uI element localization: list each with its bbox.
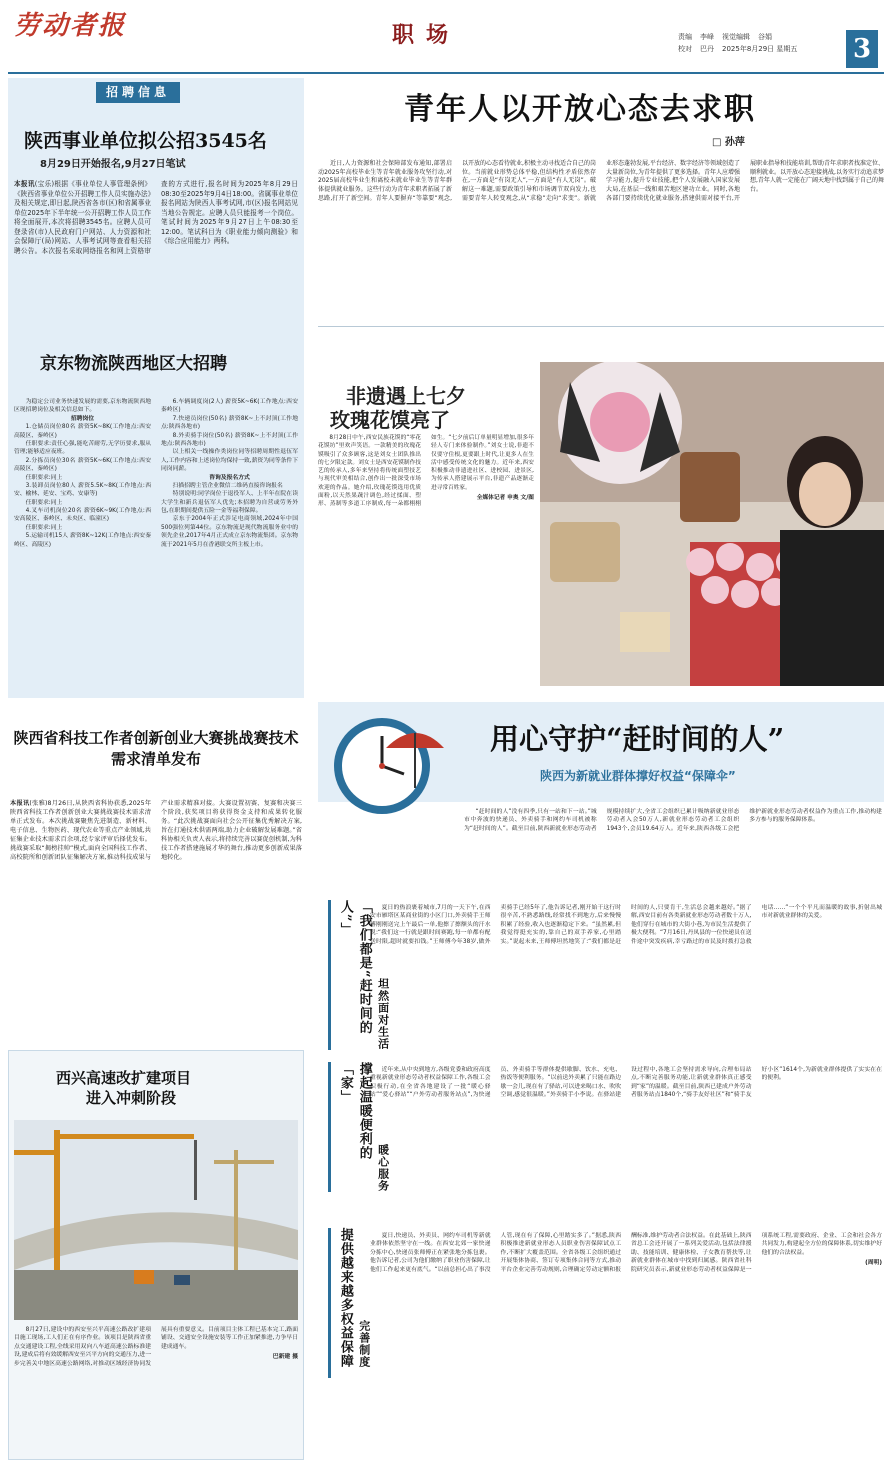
jd-item: 扫描招聘主管企业微信二维码直接咨询报名 <box>172 482 283 489</box>
recruit-headline: 陕西事业单位拟公招3545名 <box>24 130 267 152</box>
care-intro: “赶时间的人”没有四季,只有一站和下一站。”城市中奔波的快递员、外卖骑手和网约车司机被称为“赶时间的人”。截至目前,陕西新就业形态劳动者规模持续扩大,全省工会组织已累计吸纳新就业形态劳动者入会50万人,新就业形态劳动者工会组织1943个,会员19.64万人。近年来,陕西各级工会把维护新就业形态劳动者权益作为重点工作,推动构建多方参与的服务保障体系。 <box>464 809 882 832</box>
section-title: 职场 <box>392 22 461 48</box>
care-section-1-body: 夏日的热浪裹着城市,7月的一天下午,在西安市雁塔区某商业街的小区门口,外卖骑手王师傅刚刚送完上午最后一单,他擦了擦额头的汗水说:“我们这一行就是跟时间赛跑,每一单都有配送时限,超时就要扣钱。”王师傅今年38岁,做外卖骑手已经5年了,他告诉记者,刚开始干这行时很辛苦,不熟悉路线,经常找不到地方,后来慢慢积累了经验,收入也逐渐稳定下来。“虽然累,但我觉得挺充实的,靠自己的双手养家,心里踏实。”说起未来,王师傅坦然地笑了:“我们都是赶时间的人,只要肯干,生活总会越来越好。”据了解,西安目前有各类新就业形态劳动者数十万人,他们穿行在城市的大街小巷,为市民生活提供了极大便利。“7月16日,丹凤县的一位快递员在送件途中突发疾病,幸亏路过的市民及时拨打急救电话……”一个个平凡而温暖的故事,折射出城市对新就业群体的关爱。 <box>370 905 882 945</box>
care-section-3-text: 夏日,快递员、外卖员、网约车司机等新就业群体依然坚守在一线。在西安北郊一家快递分拣中心,快递员张师傅正在紧张地分拣包裹。他告诉记者,公司为他们缴纳了职业伤害保障,让他们工作起来更有底气。“以前总担心出了事没人管,现在有了保障,心里踏实多了。”据悉,陕西积极推进新就业形态人员职业伤害保障试点工作,不断扩大覆盖范围。全省各级工会组织通过开展集体协商、签订专项集体合同等方式,推动平台企业完善劳动规则,合理确定劳动定额和报酬标准,维护劳动者合法权益。在此基础上,陕西省总工会还开展了一系列关爱活动,包括法律援助、技能培训、健康体检、子女教育帮扶等,让新就业群体在城市中找到归属感。陕西省社科院研究员表示,新就业形态劳动者权益保障是一项系统工程,需要政府、企业、工会和社会各方共同发力,构建起全方位的保障体系,切实维护好他们的合法权益。 <box>370 1233 882 1273</box>
tech-lead-label: 本报讯 <box>10 800 30 807</box>
issue-date: 2025年8月29日 星期五 <box>722 44 798 53</box>
recruit-text: 根据《事业单位人事管理条例》《陕西省事业单位公开招聘工作人员实施办法》及相关规定,即日起,陕西省各市(区)和省属事业单位2025年下半年统一公开招聘工作人员工作将全面展开,本次将招聘3545名。应聘人员可登录省(市)人民政府门户网站、人力资源和社会保障厅(局)网站、人事考试网等查看相关招聘公告。本次报名采取网络报名和网上资格审查的方式进行,报名时间为2025年8月29日08:30至2025年9月4日18:00。省属事业单位报名网站为陕西人事考试网,市(区)报名网站见当地公告规定。应聘人员只能报考一个岗位。笔试时间为2025年9月27日上午08:30至12:00。笔试科目为《职业能力倾向测验》和《综合应用能力》两科。 <box>14 180 298 255</box>
jd-intro: 为稳定公司业务快速发展的需要,京东物流陕西地区现招聘岗位及相关信息如下。 <box>14 399 151 414</box>
proof-label: 校对 <box>678 44 692 53</box>
xixing-text: 8月27日,建设中的西安至兴平高速公路改扩建项目施工现场,工人们正在有序作业。该项目是陕西省重点交通建设工程,全线采用双向八车道高速公路标准建设,建成后将有效缓解西安至兴平方向的交通压力,进一步完善关中地区高速公路网络,对推动区域经济协同发展具有重要意义。目前项目主体工程已基本完工,路面铺设、交通安全设施安装等工作正加紧推进,力争早日建成通车。 <box>14 1327 298 1367</box>
xixing-headline-2: 进入冲刺阶段 <box>86 1089 177 1107</box>
recruit-lead-label: 本报讯 <box>14 180 35 188</box>
feature-photo-image <box>540 362 884 686</box>
tech-text: 8月26日,从陕西省科协获悉,2025年陕西省科技工作者创新创业大赛挑战赛技术需求清单正式发布。本次挑战赛聚焦先进制造、新材料、电子信息、生物医药、现代农业等重点产业领域,共征集企业技术需求百余项,经专家评审后择优发布。挑战赛采取“揭榜挂帅”模式,面向全国科技工作者、高校院所和创新团队征集解决方案,推动科技成果与产业需求精准对接。大赛设置初赛、复赛和决赛三个阶段,获奖项目将获得资金支持和成果转化服务。“此次挑战赛面向社会公开征集优秀解决方案,旨在打通技术供需两端,助力企业破解发展难题。”省科协相关负责人表示,将持续完善以赛促创机制,为科技工作者搭建施展才华的舞台,推动更多创新成果落地转化。 <box>10 800 302 861</box>
jd-item: 咨询及报名方式 <box>209 474 250 481</box>
clock-umbrella-icon <box>326 708 446 818</box>
care-section-2-body: 近年来,从中央到地方,各级党委和政府高度重视新就业形态劳动者权益保障工作,各级工会积极行动,在全省各地建设了一批“暖心驿站”“爱心驿站”“户外劳动者服务站点”,为快递员、外卖骑手等群体提供歇脚、饮水、充电、热饭等便利服务。“以前送外卖累了只能在路边歇一会儿,现在有了驿站,可以进来喝口水、吹吹空调,感觉很温暖。”外卖骑手小李说。在驿站建设过程中,各地工会坚持需求导向,合理布局站点,不断完善服务功能,让新就业群体真正感受到“家”的温暖。截至目前,陕西已建成户外劳动者服务站点1840个,“骑手友好社区”和“骑手友好小区”1614个,为新就业群体提供了实实在在的便利。 <box>370 1067 882 1099</box>
jd-item: 任职要求:同上 <box>25 524 63 531</box>
jd-item: 任职要求:责任心强,能吃苦耐劳,无学历要求,服从管理;能够适应夜班。 <box>14 440 151 456</box>
jd-item: 2.分拣员岗位30名 薪资5K~6K(工作地点:西安高陵区、秦岭区) <box>14 457 151 473</box>
recruit-body <box>14 180 298 295</box>
recruit-lead-author: (宝乐) <box>34 180 55 188</box>
care-section-2-sub: 暖心服务 <box>376 1144 390 1192</box>
editor-label: 责编 <box>678 33 692 41</box>
xixing-photo-image <box>14 1120 298 1320</box>
care-subhead: 陕西为新就业群体撑好权益“保障伞” <box>540 769 736 783</box>
feature-body <box>318 434 534 674</box>
lead-body: 近日,人力资源和社会保障部发布通知,部署启动2025年高校毕业生等青年就业服务攻坚行动,对2025届高校毕业生和离校未就业毕业生等青年群体提供就业服务。这些行动为青年求职者拓展了新思路,打开了新空间。青年人要摒弃“等靠要”观念,以开放的心态看待就业,积极主动寻找适合自己的岗位。当前就业形势总体平稳,但结构性矛盾依然存在,一方面是“有岗无人”,一方面是“有人无岗”。破解这一难题,需要政策引导和市场调节双向发力,也需要青年人转变观念,从“求稳”走向“求变”。新就业形态蓬勃发展,平台经济、数字经济等领域创造了大量新岗位,为青年提供了更多选择。青年人应增强学习能力,提升专业技能,把个人发展融入国家发展大局,在基层一线和艰苦地区建功立业。同时,各地各部门要持续优化就业服务,搭建供需对接平台,开展职业指导和技能培训,帮助青年求职者找准定位、顺利就业。以开放心态迎接挑战,以务实行动追求梦想,青年人就一定能在广阔天地中找到属于自己的舞台。 <box>318 160 884 202</box>
feature-byline: 全媒体记者 申奥 文/图 <box>476 494 534 501</box>
editor-name: 李峰 <box>700 33 714 41</box>
jd-item: 8.外卖骑手岗位(50名) 薪资8K~上不封顶(工作地点:陕西各地市) <box>161 432 298 447</box>
feature-headline-1: 非遗遇上七夕 <box>346 384 466 408</box>
care-section-1-sub: 坦然面对生活 <box>376 978 390 1050</box>
jd-item: 5.运输司机15人 薪资8K~12K(工作地点:西安秦岭区、高陵区) <box>14 533 151 548</box>
care-byline: (周明) <box>865 1260 882 1267</box>
care-section-2-label: 撑起温暖便利的「家」 <box>337 1062 372 1160</box>
care-section-3-head <box>328 1228 372 1378</box>
jd-item: 6.车辆调度岗(2人) 薪资5K~6K(工作地点:西安秦岭区) <box>161 399 298 414</box>
editorial-credits <box>678 32 805 56</box>
care-illustration <box>326 708 446 818</box>
section-divider <box>318 326 884 327</box>
care-headline: 用心守护“赶时间的人” <box>490 722 785 756</box>
jd-body <box>14 398 298 690</box>
jd-item: 3.装卸员岗位80人 薪资5.5K~8K(工作地点:西安、榆林、延安、宝鸡、安康等) <box>14 482 151 498</box>
jd-positions-label: 招聘岗位 <box>70 415 95 422</box>
jd-headline: 京东物流陕西地区大招聘 <box>40 354 227 374</box>
tech-headline: 陕西省科技工作者创新创业大赛挑战赛技术需求清单发布 <box>13 729 299 768</box>
tech-lead-author: (张雅) <box>29 800 48 807</box>
jd-item: 任职要求:同上 <box>25 474 63 481</box>
feature-text: 8月28日中午,西安民族花馍的“零花花馍坊”里欢声笑语。一款精美的玫瑰花馍吸引了众多顾客,这是刘女士团队推出的七夕限定款。刘女士是西安花馍制作技艺的传承人,多年来坚持将传统面塑技艺与现代审美相结合,创作出一批深受市场欢迎的作品。她介绍,玫瑰花馍选用优质面粉,以天然果蔬汁调色,经过揉面、塑形、蒸制等多道工序制成,每一朵都栩栩如生。“七夕前后订单量明显增加,很多年轻人专门来体验制作。”刘女士说,非遗不仅要守住根,更要跟上时代,让更多人在生活中感受传统文化的魅力。近年来,西安积极推动非遗进社区、进校园、进景区,为传承人搭建展示平台,非遗产品逐渐走进寻常百姓家。 <box>318 435 534 508</box>
xixing-photo <box>14 1120 298 1320</box>
newspaper-logo: 劳动者报 <box>14 11 127 41</box>
design-name: 谷娟 <box>758 33 772 41</box>
lead-author: □ 孙萍 <box>712 137 745 148</box>
jd-item: 4.叉车司机岗位20名 薪资6K~9K(工作地点:西安高陵区、秦岭区、未央区、临潼区) <box>14 508 151 523</box>
tech-body <box>10 800 302 1000</box>
xixing-body <box>14 1326 298 1448</box>
jd-item: 7.快递员岗位(50名) 薪资8K~上不封顶(工作地点:陕西各地市) <box>161 415 298 431</box>
header-rule <box>8 72 884 74</box>
jd-item: 1.仓储员岗位80名 薪资5K~8K(工作地点:西安高陵区、秦岭区) <box>14 424 151 439</box>
design-label: 视觉编辑 <box>722 33 750 41</box>
xixing-byline: 巴新建 摄 <box>272 1354 298 1361</box>
xixing-headline-1: 西兴高速改扩建项目 <box>56 1069 192 1087</box>
care-section-3-label: 提供越来越多权益保障 <box>337 1228 353 1368</box>
proof-name: 巴丹 <box>700 44 714 53</box>
jd-item: 京东于2004年正式涉足电商领域,2024年中国500强位列第44位。京东物流是现代物流服务业中的领先企业,2017年4月正式成立京东物流集团。京东物流于2021年5月在香港联交所主板上市。 <box>161 516 298 548</box>
recruit-tag: 招聘信息 <box>96 82 180 103</box>
care-section-1-label: 「我们都是“赶时间的人”」 <box>337 900 372 1035</box>
care-section-3-body <box>370 1232 882 1456</box>
lead-headline: 青年人以开放心态去求职 <box>404 92 756 127</box>
page-number: 3 <box>846 30 878 68</box>
feature-photo <box>540 362 884 686</box>
jd-item: 任职要求:同上 <box>25 499 63 506</box>
care-section-3-sub: 完善制度 <box>357 1320 371 1368</box>
feature-headline-2: 玫瑰花馍亮了 <box>330 408 450 432</box>
recruit-subhead: 8月29日开始报名,9月27日笔试 <box>40 159 186 170</box>
jd-item: 以上相关一线操作类岗位同等招聘周期性退伍军人,工作内容和上述岗位均保持一致,薪资为同等条件下同岗同薪。 <box>161 449 299 473</box>
jd-item: 特别说明:同学岗位于退役军人、上半年在院在读大学生和新兵退伍军人优先;本招聘为自营或劳务外包,在职期间提供五险一金等福利保障。 <box>161 491 298 515</box>
